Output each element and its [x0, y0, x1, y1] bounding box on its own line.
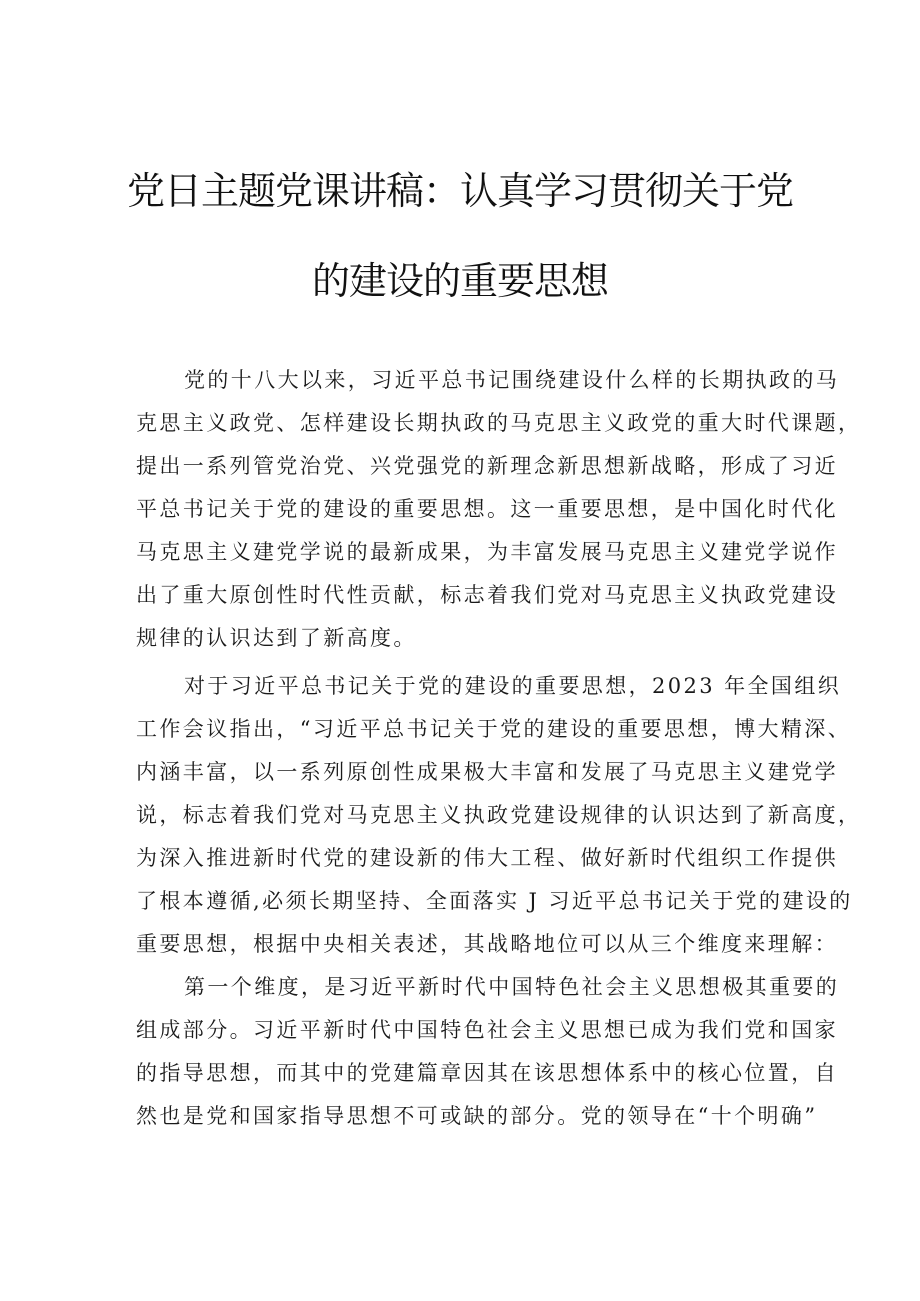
paragraph-line: 然也是党和国家指导思想不可或缺的部分。党的领导在“十个明确” — [136, 1104, 818, 1128]
paragraph-line: 对于习近平总书记关于党的建设的重要思想，2023 年全国组织 — [184, 674, 842, 698]
paragraph-line: 为深入推进新时代党的建设新的伟大工程、做好新时代组织工作提供 — [136, 846, 838, 870]
paragraph-line: 规律的认识达到了新高度。 — [136, 626, 417, 650]
paragraph-line: 克思主义政党、怎样建设长期执政的马克思主义政党的重大时代课题， — [136, 411, 862, 435]
paragraph-line: 工作会议指出，“习近平总书记关于党的建设的重要思想，博大精深、 — [136, 717, 852, 741]
paragraph-line: 马克思主义建党学说的最新成果，为丰富发展马克思主义建党学说作 — [136, 540, 838, 564]
paragraph-line: 重要思想，根据中央相关表述，其战略地位可以从三个维度来理解： — [136, 932, 838, 956]
document-title-line-1: 党日主题党课讲稿：认真学习贯彻关于党 — [126, 169, 793, 213]
paragraph-line: 党的十八大以来，习近平总书记围绕建设什么样的长期执政的马 — [184, 368, 840, 392]
document-title-line-2: 的建设的重要思想 — [311, 259, 608, 303]
paragraph-line: 第一个维度，是习近平新时代中国特色社会主义思想极其重要的 — [184, 975, 840, 999]
paragraph-line: 提出一系列管党治党、兴党强党的新理念新思想新战略，形成了习近 — [136, 454, 838, 478]
paragraph-line: 了根本遵循,必须长期坚持、全面落实 J 习近平总书记关于党的建设的 — [136, 889, 853, 913]
paragraph-line: 说，标志着我们党对马克思主义执政党建设规律的认识达到了新高度， — [136, 803, 862, 827]
paragraph-line: 平总书记关于党的建设的重要思想。这一重要思想，是中国化时代化 — [136, 497, 838, 521]
paragraph-line: 出了重大原创性时代性贡献，标志着我们党对马克思主义执政党建设 — [136, 583, 838, 607]
paragraph-line: 组成部分。习近平新时代中国特色社会主义思想已成为我们党和国家 — [136, 1018, 838, 1042]
paragraph-line: 内涵丰富，以一系列原创性成果极大丰富和发展了马克思主义建党学 — [136, 760, 838, 784]
paragraph-line: 的指导思想，而其中的党建篇章因其在该思想体系中的核心位置，自 — [136, 1061, 838, 1085]
